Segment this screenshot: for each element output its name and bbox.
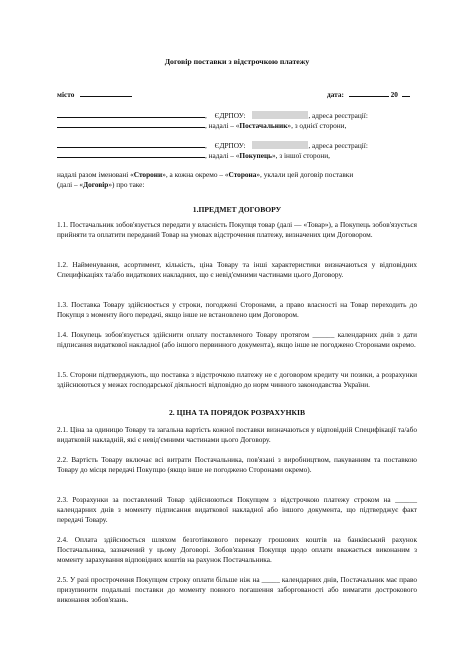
supplier-pre: , надалі – « <box>205 121 240 130</box>
buyer-pre: , надалі – « <box>205 151 240 160</box>
clause-2-5: 2.5. У разі прострочення Покупцем строку оплати більше ніж на _____ календарних днів, Постачальник має право призупинити подальші поставки до моменту повного погашення заборгованості або вимагати дострокового виконання зобов'язань. <box>57 575 417 604</box>
supplier-name-field[interactable] <box>57 110 205 118</box>
intro-parties: Сторони <box>133 170 163 179</box>
intro-text-3: », уклали цей договір поставки <box>256 170 354 179</box>
clause-2-3: 2.3. Розрахунки за поставлений Товар здійснюються Покупцем з відстрочкою платежу строком на ______ календарних днів з моменту підписання видаткової накладної або іншого документа, що підтверджує факт передачі Товару. <box>57 495 417 524</box>
buyer-line-2 <box>57 150 417 160</box>
supplier-line-2 <box>57 120 417 130</box>
supplier-edrpou-label: ЄДРПОУ: <box>214 111 246 120</box>
buyer-address-field[interactable] <box>57 150 205 158</box>
buyer-role: Покупець <box>239 151 273 160</box>
supplier-address-field[interactable] <box>57 120 205 128</box>
clause-2-4: 2.4. Оплата здійснюється шляхом безготівкового переказу грошових коштів на банківський рахунок Постачальника, зазначений у цьому Договорі. Зобов'язання Покупця щодо оплати вважається виконаним з моменту зарахування відповідних коштів на рахунок Постачальника. <box>57 535 417 564</box>
clause-1-5: 1.5. Сторони підтверджують, що поставка з відстрочкою платежу не є договором кредиту чи позики, а розрахунки здійснюються у межах господарської діяльності відповідно до норм чинного законодавства України. <box>57 370 417 389</box>
clause-1-3: 1.3. Поставка Товару здійснюється у строки, погоджені Сторонами, а право власності на Товар переходить до Покупця з моменту його передачі, якщо інше не встановлено цим Договором. <box>57 300 417 319</box>
intro-text-2: », а кожна окремо – « <box>162 170 229 179</box>
intro-line-1 <box>57 170 417 180</box>
buyer-edrpou-field[interactable] <box>252 141 308 149</box>
intro-text-4a: (далі – « <box>57 180 84 189</box>
city-label: місто <box>57 90 75 99</box>
clause-2-2: 2.2. Вартість Товару включає всі витрати Постачальника, пов'язані з виробництвом, пакуванням та поставкою Товару до місця передачі Покупцю (якщо інше не погоджено Сторонами окремо). <box>57 455 417 474</box>
supplier-post: », з однієї сторони, <box>287 121 347 130</box>
intro-party: Сторона <box>228 170 257 179</box>
intro-text-4b: ») про таке: <box>108 180 145 189</box>
supplier-line-1: , ЄДРПОУ: , адреса реєстрації: <box>57 110 417 120</box>
supplier-address-label: , адреса реєстрації: <box>308 111 368 120</box>
document-title: Договір поставки з відстрочкою платежу <box>164 57 310 66</box>
city-date-line <box>57 89 417 99</box>
intro-contract: Договір <box>83 180 109 189</box>
buyer-address-label: , адреса реєстрації: <box>308 141 368 150</box>
section-2-heading: 2. ЦІНА ТА ПОРЯДОК РОЗРАХУНКІВ <box>168 408 306 417</box>
date-year: 20 <box>390 90 398 99</box>
buyer-name-field[interactable] <box>57 140 205 148</box>
supplier-edrpou-field[interactable] <box>252 111 308 119</box>
date-field[interactable] <box>349 89 389 97</box>
buyer-post: », з іншої сторони, <box>272 151 330 160</box>
date-label: дата: <box>327 90 344 99</box>
buyer-line-1: , ЄДРПОУ: , адреса реєстрації: <box>57 140 417 150</box>
city-field[interactable] <box>80 89 132 97</box>
clause-2-1: 2.1. Ціна за одиницю Товару та загальна вартість кожної поставки визначаються у відповідній Специфікації та/або видатковій накладній, які є невід'ємними частинами цього Договору. <box>57 425 417 444</box>
clause-1-2: 1.2. Найменування, асортимент, кількість, ціна Товару та інші характеристики визначаються у відповідних Специфікаціях та/або видаткових накладних, що є невід'ємними частинами цього Договору. <box>57 260 417 279</box>
year-suffix-field[interactable] <box>402 89 410 97</box>
intro-line-2 <box>57 180 417 190</box>
clause-1-1: 1.1. Постачальник зобов'язується передати у власність Покупця товар (далі — «Товар»), а Покупець зобов'язується прийняти та оплатити переданий Товар на умовах відстрочення платежу, визначених цим Договором. <box>57 220 417 239</box>
clause-1-4: 1.4. Покупець зобов'язується здійснити оплату поставленого Товару протягом ______ календарних днів з дати підписання видаткової накладної (або іншого первинного документа), якщо інше не погоджено Сторонами окремо. <box>57 330 417 349</box>
section-1-heading: 1.ПРЕДМЕТ ДОГОВОРУ <box>192 205 282 214</box>
buyer-edrpou-label: ЄДРПОУ: <box>214 141 246 150</box>
intro-text-1: надалі разом іменовані « <box>57 170 134 179</box>
supplier-role: Постачальник <box>239 121 288 130</box>
